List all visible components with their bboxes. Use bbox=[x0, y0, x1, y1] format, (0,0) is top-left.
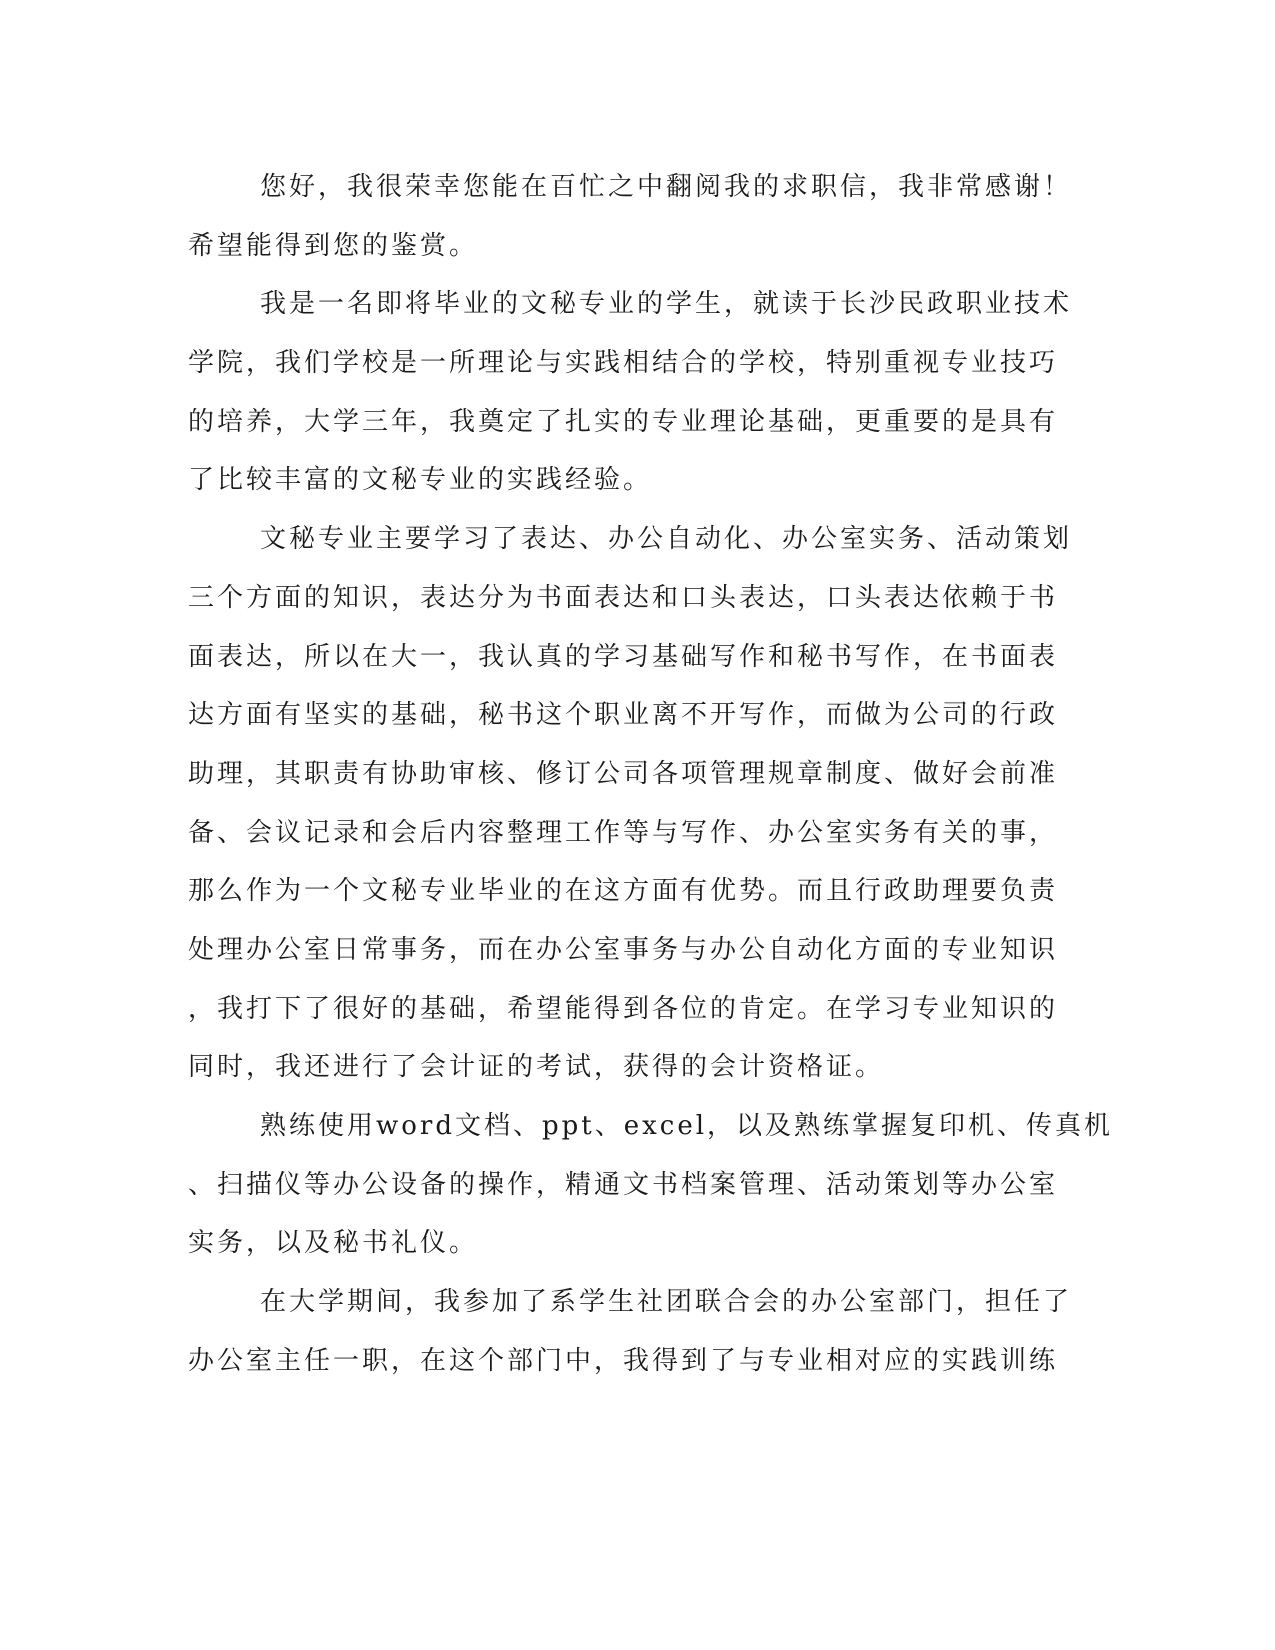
text-line: 同时，我还进行了会计证的考试，获得的会计资格证。 bbox=[188, 1052, 885, 1083]
text-line: 的培养，大学三年，我奠定了扎实的专业理论基础，更重要的是具有 bbox=[188, 406, 1059, 437]
text-line: 文秘专业主要学习了表达、办公自动化、办公室实务、活动策划 bbox=[260, 524, 1073, 555]
text-line: 、扫描仪等办公设备的操作，精通文书档案管理、活动策划等办公室 bbox=[188, 1169, 1059, 1200]
text-line: 处理办公室日常事务，而在办公室事务与办公自动化方面的专业知识 bbox=[188, 934, 1059, 965]
text-line: ，我打下了很好的基础，希望能得到各位的肯定。在学习专业知识的 bbox=[188, 993, 1059, 1024]
text-line: 面表达，所以在大一，我认真的学习基础写作和秘书写作，在书面表 bbox=[188, 641, 1059, 672]
text-line: 学院，我们学校是一所理论与实践相结合的学校，特别重视专业技巧 bbox=[188, 348, 1059, 379]
text-line: 在大学期间，我参加了系学生社团联合会的办公室部门，担任了 bbox=[260, 1287, 1073, 1318]
text-line: 达方面有坚实的基础，秘书这个职业离不开写作，而做为公司的行政 bbox=[188, 700, 1059, 731]
text-line: 助理，其职责有协助审核、修订公司各项管理规章制度、做好会前准 bbox=[188, 758, 1059, 789]
text-line: 我是一名即将毕业的文秘专业的学生，就读于长沙民政职业技术 bbox=[260, 289, 1073, 320]
text-line: 三个方面的知识，表达分为书面表达和口头表达，口头表达依赖于书 bbox=[188, 582, 1059, 613]
text-line: 备、会议记录和会后内容整理工作等与写作、办公室实务有关的事， bbox=[188, 817, 1059, 848]
letter-body bbox=[188, 158, 1114, 1390]
text-line: 熟练使用word文档、ppt、excel，以及熟练掌握复印机、传真机 bbox=[260, 1111, 1114, 1141]
text-line: 了比较丰富的文秘专业的实践经验。 bbox=[188, 465, 653, 496]
text-line: 希望能得到您的鉴赏。 bbox=[188, 230, 479, 261]
text-line: 办公室主任一职，在这个部门中，我得到了与专业相对应的实践训练 bbox=[188, 1345, 1059, 1376]
text-line: 实务，以及秘书礼仪。 bbox=[188, 1228, 479, 1259]
text-line: 您好，我很荣幸您能在百忙之中翻阅我的求职信，我非常感谢！ bbox=[260, 172, 1073, 202]
text-line: 那么作为一个文秘专业毕业的在这方面有优势。而且行政助理要负责 bbox=[188, 876, 1059, 907]
